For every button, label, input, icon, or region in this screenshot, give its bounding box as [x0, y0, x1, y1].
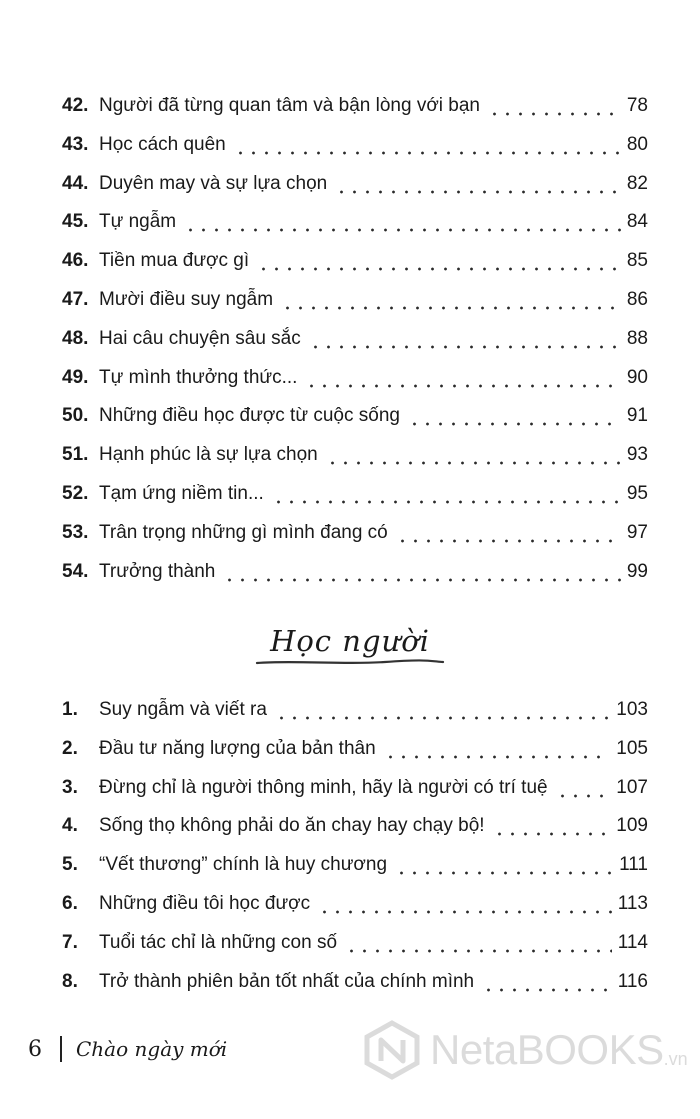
- entry-title: “Vết thương” chính là huy chương: [99, 854, 388, 876]
- entry-number: 47.: [62, 289, 89, 310]
- entry-page-number: 107: [616, 776, 648, 798]
- toc-entry: [62, 731, 648, 761]
- entry-number: 54.: [62, 560, 89, 582]
- dot-leader: [184, 210, 621, 234]
- entry-page-number: 78: [626, 95, 648, 116]
- entry-title: Người đã từng quan tâm và bận lòng với bạn: [99, 95, 480, 116]
- entry-title: Trở thành phiên bản tốt nhất của chính mình: [99, 970, 475, 992]
- entry-title: Hạnh phúc là sự lựa chọn: [99, 444, 318, 466]
- entry-title: Đừng chỉ là người thông minh, hãy là người có trí tuệ: [99, 776, 548, 798]
- toc-entry: [62, 360, 648, 390]
- entry-number: 5.: [62, 854, 78, 876]
- entry-title: Tuổi tác chỉ là những con số: [99, 931, 338, 953]
- entry-title: Đầu tư năng lượng của bản thân: [99, 737, 376, 759]
- toc-entry: [62, 692, 648, 722]
- entry-number: 4.: [62, 815, 78, 837]
- entry-page-number: 82: [626, 172, 648, 194]
- entry-page-number: 90: [626, 366, 648, 388]
- page-number: 6: [28, 1036, 42, 1062]
- toc-entry: [62, 166, 648, 196]
- entry-page-number: 80: [626, 133, 648, 155]
- entry-number: 49.: [62, 366, 89, 388]
- entry-title: Trân trọng những gì mình đang có: [99, 521, 388, 543]
- toc-entry: [62, 88, 648, 118]
- dot-leader: [556, 776, 611, 800]
- entry-number: 50.: [62, 405, 89, 427]
- entry-number: 1.: [62, 699, 78, 720]
- toc-entry: [62, 515, 648, 545]
- watermark: [362, 1020, 688, 1080]
- entry-number: 6.: [62, 893, 78, 914]
- entry-number: 8.: [62, 970, 78, 992]
- entry-title: Tiền mua được gì: [99, 250, 250, 272]
- entry-page-number: 111: [619, 854, 648, 876]
- dot-leader: [257, 249, 621, 273]
- dot-leader: [275, 698, 610, 722]
- dot-leader: [395, 853, 613, 877]
- dot-leader: [223, 560, 620, 584]
- dot-leader: [318, 892, 612, 916]
- entry-title: Tự mình thưởng thức...: [99, 366, 298, 388]
- entry-title: Những điều tôi học được: [99, 893, 311, 914]
- entry-page-number: 86: [626, 289, 648, 310]
- book-title: Chào ngày mới: [76, 1037, 228, 1061]
- watermark-suffix: .vn: [663, 1049, 688, 1069]
- entry-number: 42.: [62, 95, 89, 116]
- entry-title: Mười điều suy ngẫm: [99, 289, 274, 310]
- dot-leader: [281, 288, 621, 312]
- entry-title: Trưởng thành: [99, 560, 216, 582]
- dot-leader: [272, 482, 621, 506]
- dot-leader: [488, 94, 621, 118]
- dot-leader: [345, 931, 612, 955]
- entry-page-number: 116: [617, 970, 648, 992]
- toc-entry: [62, 925, 648, 955]
- entry-page-number: 103: [616, 699, 648, 720]
- entry-page-number: 109: [616, 815, 648, 837]
- entry-number: 53.: [62, 521, 89, 543]
- toc-entry: [62, 321, 648, 351]
- toc-entry: [62, 808, 648, 838]
- dot-leader: [309, 327, 621, 351]
- entry-title: Tự ngẫm: [99, 211, 177, 233]
- toc-entry: [62, 847, 648, 877]
- entry-number: 48.: [62, 327, 89, 349]
- toc-entry: [62, 282, 648, 312]
- entry-number: 44.: [62, 172, 89, 194]
- entry-title: Học cách quên: [99, 133, 226, 155]
- entry-title: Những điều học được từ cuộc sống: [99, 405, 400, 427]
- entry-page-number: 114: [617, 931, 648, 953]
- entry-page-number: 99: [626, 560, 648, 582]
- entry-title: Suy ngẫm và viết ra: [99, 699, 267, 720]
- entry-page-number: 91: [626, 405, 648, 427]
- entry-number: 46.: [62, 250, 89, 272]
- entry-page-number: 105: [616, 737, 648, 759]
- dot-leader: [384, 737, 611, 761]
- entry-page-number: 88: [626, 327, 648, 349]
- dot-leader: [335, 172, 621, 196]
- toc-entry: [62, 886, 648, 916]
- entry-title: Duyên may và sự lựa chọn: [99, 172, 328, 194]
- entry-title: Sống thọ không phải do ăn chay hay chạy bộ!: [99, 815, 485, 837]
- entry-page-number: 85: [626, 250, 648, 272]
- watermark-text: NetaBOOKS: [430, 1026, 664, 1073]
- entry-title: Hai câu chuyện sâu sắc: [99, 327, 301, 349]
- footer-divider: [60, 1036, 62, 1062]
- section-title: Học người: [270, 624, 430, 658]
- dot-leader: [305, 366, 620, 390]
- toc-entry: [62, 964, 648, 994]
- entry-page-number: 93: [626, 444, 648, 466]
- dot-leader: [482, 970, 612, 994]
- toc-entry: [62, 476, 648, 506]
- dot-leader: [396, 521, 621, 545]
- entry-page-number: 97: [626, 521, 648, 543]
- neta-logo-icon: [362, 1020, 422, 1080]
- toc-entry: [62, 127, 648, 157]
- toc-entry: [62, 437, 648, 467]
- toc-entry: [62, 398, 648, 428]
- entry-title: Tạm ứng niềm tin...: [99, 483, 264, 504]
- entry-number: 2.: [62, 737, 78, 759]
- dot-leader: [234, 133, 621, 157]
- entry-number: 45.: [62, 211, 89, 233]
- entry-number: 52.: [62, 483, 89, 504]
- dot-leader: [408, 404, 621, 428]
- entry-number: 7.: [62, 931, 78, 953]
- entry-page-number: 113: [617, 893, 648, 914]
- section-heading: [250, 624, 450, 668]
- entry-number: 3.: [62, 776, 78, 798]
- toc-entry: [62, 554, 648, 584]
- dot-leader: [493, 814, 611, 838]
- page-footer: [28, 1036, 227, 1062]
- entry-page-number: 95: [626, 483, 648, 504]
- entry-number: 43.: [62, 133, 89, 155]
- entry-page-number: 84: [626, 211, 648, 233]
- toc-entry: [62, 770, 648, 800]
- entry-number: 51.: [62, 444, 89, 466]
- dot-leader: [326, 443, 621, 467]
- toc-entry: [62, 243, 648, 273]
- toc-entry: [62, 204, 648, 234]
